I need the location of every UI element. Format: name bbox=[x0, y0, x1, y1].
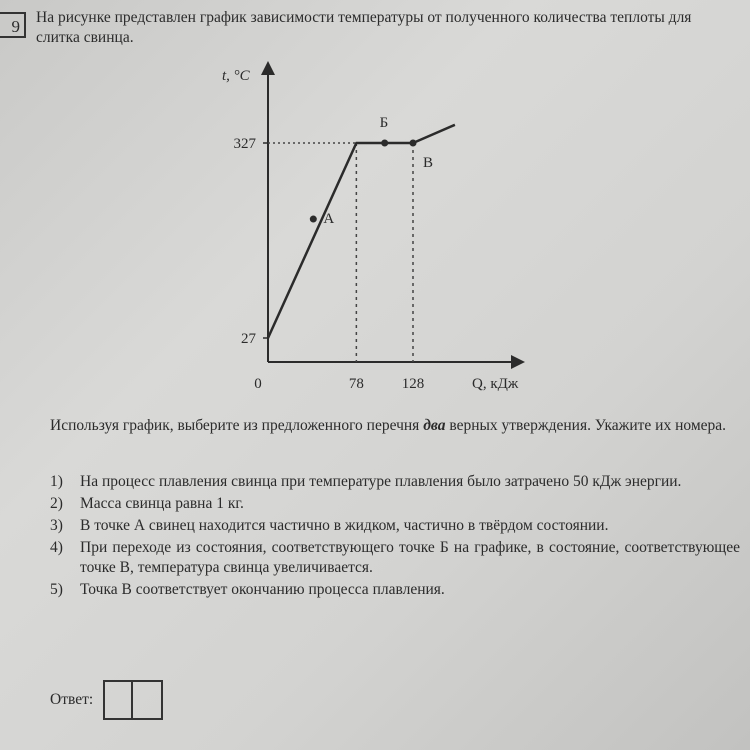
point-marker bbox=[381, 140, 388, 147]
option-text: На процесс плавления свинца при температуре плавления было затрачено 50 кДж энергии. bbox=[80, 473, 682, 490]
option-text: При переходе из состояния, соответствующего точке Б на графике, в состояние, соответствующее точке В, температура свинца увеличивается. bbox=[80, 539, 740, 576]
point-label: А bbox=[323, 211, 335, 228]
answer-box-1[interactable] bbox=[103, 680, 133, 720]
option-number: 5) bbox=[50, 581, 63, 598]
option-text: Точка В соответствует окончанию процесса плавления. bbox=[80, 581, 445, 598]
x-axis-label: Q, кДж bbox=[472, 376, 519, 392]
answer-label: Ответ: bbox=[50, 691, 94, 708]
option-item bbox=[50, 494, 740, 514]
point-label: В bbox=[423, 155, 434, 171]
y-axis-label: t, °C bbox=[222, 68, 250, 84]
y-tick-label: 27 bbox=[241, 331, 256, 347]
question-intro: На рисунке представлен график зависимости температуры от полученного количества теплоты для слитка свинца. bbox=[36, 9, 692, 46]
option-item bbox=[50, 538, 740, 578]
x-tick-label: 0 bbox=[254, 376, 262, 392]
y-tick-label: 327 bbox=[233, 136, 256, 152]
option-item bbox=[50, 580, 740, 600]
task-emphasis: два bbox=[423, 417, 446, 434]
option-number: 3) bbox=[50, 517, 63, 534]
x-tick-label: 78 bbox=[348, 376, 364, 392]
answer-boxes bbox=[103, 680, 163, 720]
option-number: 2) bbox=[50, 495, 63, 512]
option-number: 4) bbox=[50, 539, 63, 556]
task-instruction bbox=[50, 416, 730, 436]
option-item bbox=[50, 472, 740, 492]
chart-labels bbox=[234, 115, 434, 392]
question-number: 9 bbox=[0, 12, 26, 38]
answer-box-2[interactable] bbox=[133, 680, 163, 720]
chart-axes bbox=[222, 68, 519, 392]
point-marker bbox=[310, 216, 317, 223]
options-list bbox=[50, 472, 740, 602]
point-label: Б bbox=[379, 115, 389, 131]
option-item bbox=[50, 516, 740, 536]
option-text: Масса свинца равна 1 кг. bbox=[80, 495, 244, 512]
option-text: В точке А свинец находится частично в жидком, частично в твёрдом состоянии. bbox=[80, 517, 609, 534]
task-text-end: верных утверждения. Укажите их номера. bbox=[449, 417, 727, 434]
option-number: 1) bbox=[50, 473, 63, 490]
task-text-start: Используя график, выберите из предложенного перечня bbox=[50, 417, 420, 434]
answer-row bbox=[50, 680, 163, 720]
point-marker bbox=[410, 140, 417, 147]
x-tick-label: 128 bbox=[401, 376, 425, 392]
